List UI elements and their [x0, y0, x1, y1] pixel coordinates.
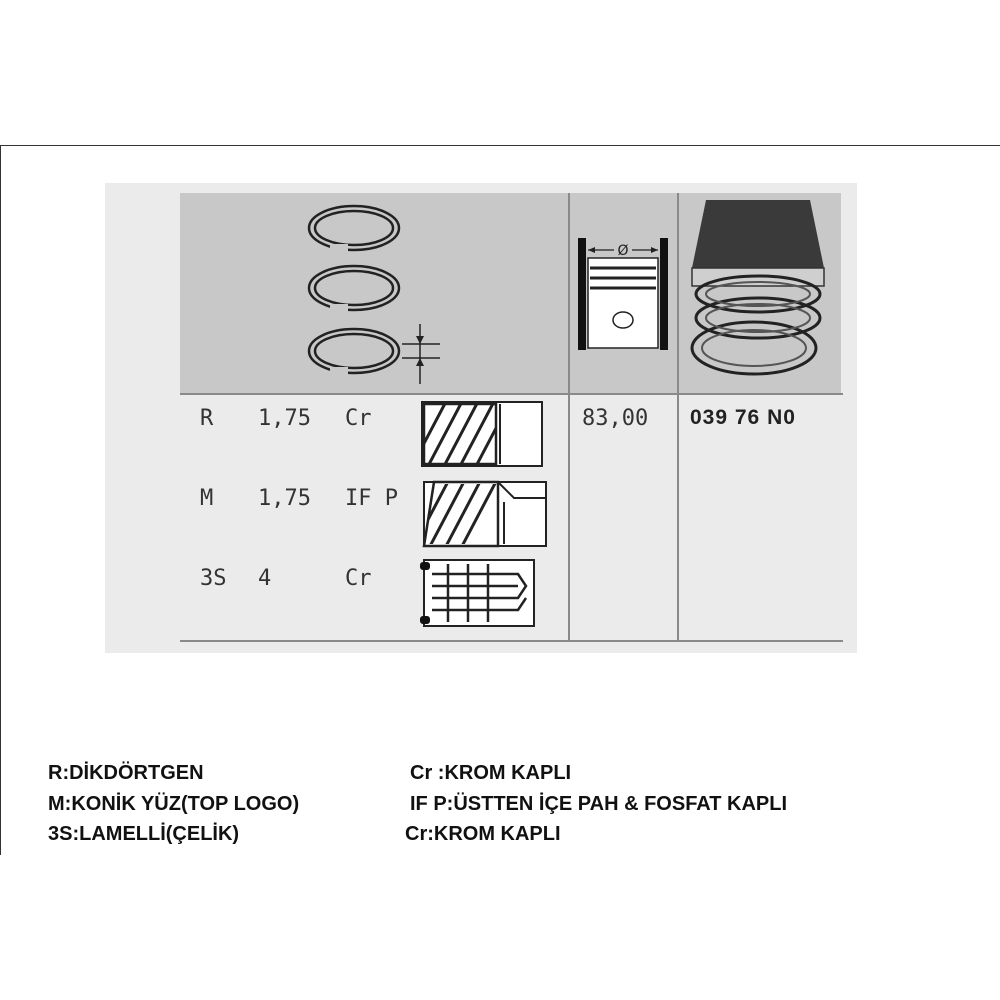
header-divider [180, 393, 843, 395]
legend-key-r: R:DİKDÖRTGEN [48, 762, 204, 784]
legend-desc-m: IF P:ÜSTTEN İÇE PAH & FOSFAT KAPLI [410, 793, 788, 815]
column-divider-1 [568, 193, 570, 642]
ring-kit-box-icon [688, 198, 836, 388]
frame-top-border [0, 145, 1000, 146]
legend-key-3s: 3S:LAMELLİ(ÇELİK) [48, 823, 240, 845]
piston-diameter-icon [576, 236, 670, 352]
conical-face-ring-profile-icon [422, 478, 550, 550]
steel-rail-oil-ring-profile-icon [418, 556, 538, 630]
ring-2-type: M [200, 486, 214, 511]
svg-text:Ø: Ø [617, 243, 629, 259]
part-number: 039 76 N0 [690, 406, 796, 429]
table-bottom-line [180, 640, 843, 642]
piston-rings-icon [290, 196, 450, 386]
frame-left-border [0, 145, 1, 855]
ring-3-coating: Cr [345, 566, 372, 591]
ring-3-width: 4 [258, 566, 272, 591]
column-divider-2 [677, 193, 679, 642]
legend-desc-3s: Cr:KROM KAPLI [405, 823, 561, 845]
legend-key-m: M:KONİK YÜZ(TOP LOGO) [48, 793, 300, 815]
ring-1-type: R [200, 406, 214, 431]
ring-2-width: 1,75 [258, 486, 311, 511]
ring-1-coating: Cr [345, 406, 372, 431]
ring-2-coating: IF P [345, 486, 398, 511]
ring-3-type: 3S [200, 566, 227, 591]
rectangular-ring-profile-icon [420, 400, 544, 470]
legend-desc-r: Cr :KROM KAPLI [410, 762, 572, 784]
ring-1-width: 1,75 [258, 406, 311, 431]
diameter-value: 83,00 [582, 406, 649, 431]
